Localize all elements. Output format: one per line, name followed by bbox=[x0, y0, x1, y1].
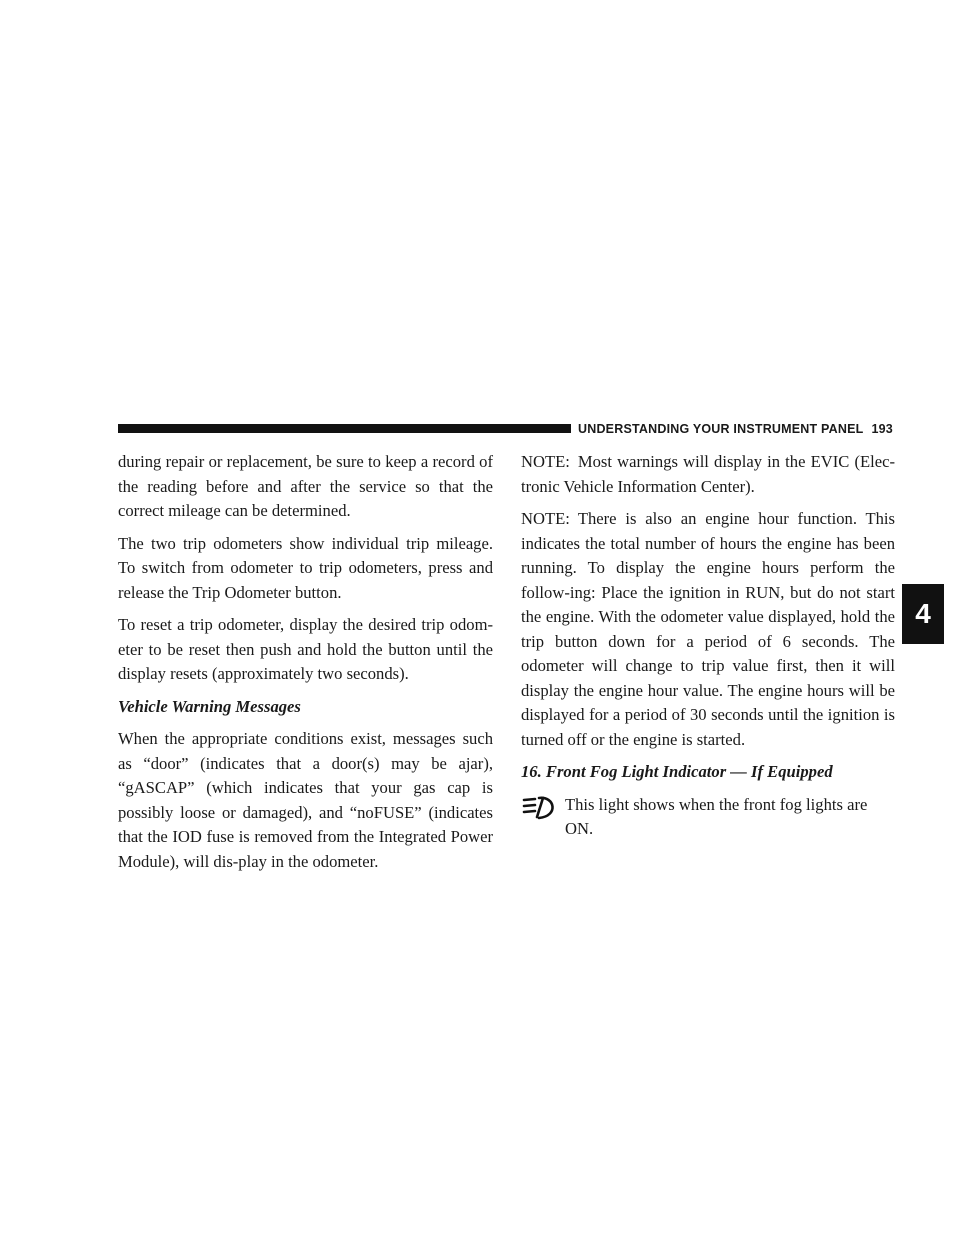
page-number: 193 bbox=[871, 422, 893, 436]
note-engine-hours bbox=[521, 507, 895, 752]
running-header bbox=[578, 422, 893, 436]
chapter-tab: 4 bbox=[902, 584, 944, 644]
left-column bbox=[118, 450, 493, 882]
heading-fog-light: 16. Front Fog Light Indicator — If Equipped bbox=[521, 762, 833, 781]
heading-warning-messages: Vehicle Warning Messages bbox=[118, 696, 301, 716]
paragraph-odometer-record: during repair or replacement, be sure to keep a record of the reading before and after the service so that the correct mileage can be determined. bbox=[118, 452, 493, 520]
section-title: UNDERSTANDING YOUR INSTRUMENT PANEL bbox=[578, 422, 864, 436]
note-text: Most warnings will display in the EVIC (Elec-tronic Vehicle Information Center). bbox=[521, 452, 895, 496]
paragraph-trip-odometers: The two trip odometers show individual trip mileage. To switch from odometer to trip odometers, press and release the Trip Odometer button. bbox=[118, 533, 493, 602]
note-label: NOTE: bbox=[521, 452, 570, 471]
note-evic bbox=[521, 450, 895, 499]
paragraph-reset-trip: To reset a trip odometer, display the desired trip odom-eter to be reset then push and hold the button until the display resets (approximately two seconds). bbox=[118, 615, 493, 683]
right-column bbox=[521, 450, 895, 842]
note-label: NOTE: bbox=[521, 509, 570, 528]
header-rule bbox=[118, 424, 571, 433]
front-fog-light-icon bbox=[521, 795, 561, 823]
fog-light-text: This light shows when the front fog lights are ON. bbox=[565, 794, 868, 838]
note-text: There is also an engine hour function. This indicates the total number of hours the engine has been running. To display the engine hours perform the follow-ing: Place the ignition in RUN, but do not start the engine. With the odometer value displayed, hold the trip button down for a period of 6 seconds. The odometer will change to trip value first, then it will display the engine hour value. The engine hours will be displayed for a period of 30 seconds until the ignition is turned off or the engine is started. bbox=[521, 509, 895, 749]
fog-light-description bbox=[521, 793, 895, 842]
paragraph-warning-messages: When the appropriate conditions exist, messages such as “door” (indicates that a door(s) may be ajar), “gASCAP” (which indicates that your gas cap is possibly loose or damaged), and “noFUSE” (indicates that the IOD fuse is removed from the Integrated Power Module), will dis-play in the odometer. bbox=[118, 729, 493, 871]
